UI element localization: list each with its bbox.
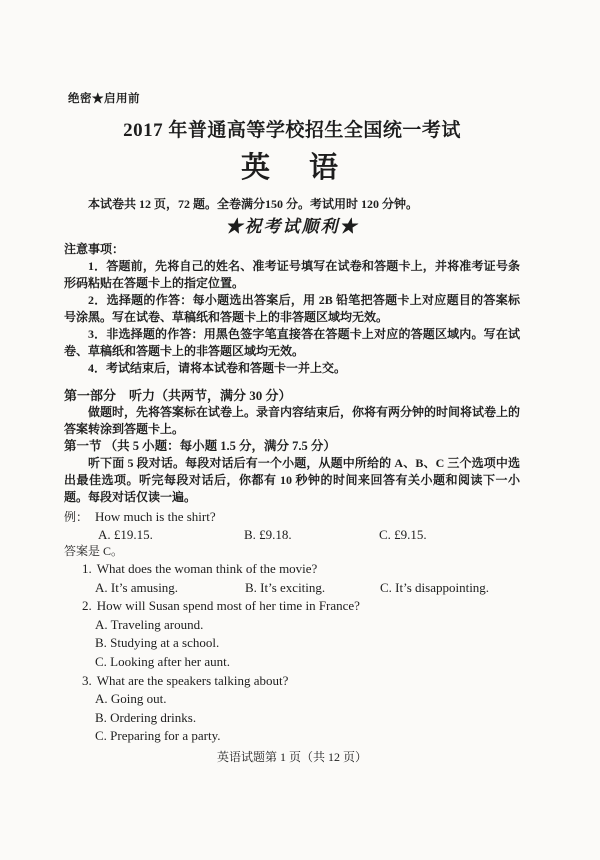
question-2-text: How will Susan spend most of her time in France? bbox=[96, 598, 360, 614]
question-1-number: 1. bbox=[82, 561, 92, 576]
example-prompt-line bbox=[64, 508, 520, 526]
part1-heading: 第一部分 听力（共两节，满分 30 分） bbox=[64, 388, 292, 403]
question-2-option-a: A. Traveling around. bbox=[95, 616, 204, 632]
question-3-option-b: B. Ordering drinks. bbox=[95, 709, 197, 725]
example-option-b: B. £9.18. bbox=[244, 527, 292, 542]
question-3-option-a: A. Going out. bbox=[95, 691, 167, 707]
question-1-option-a: A. It’s amusing. bbox=[95, 579, 179, 595]
exam-title: 2017 年普通高等学校招生全国统一考试 bbox=[123, 120, 461, 141]
question-3-text: What are the speakers talking about? bbox=[96, 672, 289, 688]
wish-banner: ★祝考试顺利★ bbox=[225, 217, 359, 236]
example-options-row bbox=[98, 526, 520, 543]
example-prompt: How much is the shirt? bbox=[95, 509, 216, 524]
question-3-line bbox=[82, 672, 520, 691]
example-option-c: C. £9.15. bbox=[379, 527, 427, 542]
question-1-options-row bbox=[95, 579, 520, 598]
notice-item-4: 4．考试结束后，请将本试卷和答题卡一并上交。 bbox=[88, 361, 347, 375]
exam-info-line: 本试卷共 12 页，72 题。全卷满分150 分。考试用时 120 分钟。 bbox=[88, 197, 419, 211]
example-answer: 答案是 C。 bbox=[64, 544, 124, 558]
question-1-text: What does the woman think of the movie? bbox=[96, 561, 318, 576]
question-2-number: 2. bbox=[82, 598, 92, 614]
question-2-option-b: B. Studying at a school. bbox=[95, 635, 220, 651]
notice-item-3: 3．非选择题的作答：用黑色签字笔直接答在答题卡上对应的答题区域内。写在试卷、草稿纸和答题卡上的非答题区域均无效。 bbox=[64, 327, 520, 358]
notice-item-2: 2．选择题的作答：每小题选出答案后，用 2B 铅笔把答题卡上对应题目的答案标号涂黑。写在试卷、草稿纸和答题卡上的非答题区域均无效。 bbox=[64, 293, 520, 324]
classification-label: 绝密★启用前 bbox=[68, 93, 140, 105]
notice-item-1: 1．答题前，先将自己的姓名、准考证号填写在试卷和答题卡上，并将准考证号条形码粘贴在答题卡上的指定位置。 bbox=[64, 259, 520, 290]
example-option-a: A. £19.15. bbox=[98, 527, 153, 542]
question-1-option-b: B. It’s exciting. bbox=[245, 579, 326, 595]
section1-instructions: 听下面 5 段对话。每段对话后有一个小题，从题中所给的 A、B、C 三个选项中选出最佳选项。听完每段对话后，你都有 10 秒钟的时间来回答有关小题和阅读下一小题。每段对话仅读一遍。 bbox=[64, 456, 520, 504]
example-label: 例： bbox=[64, 510, 89, 524]
question-1-option-c: C. It’s disappointing. bbox=[380, 579, 490, 595]
example-block bbox=[64, 508, 520, 560]
notices-title: 注意事项： bbox=[64, 242, 125, 256]
question-1-line bbox=[82, 560, 520, 579]
page-footer: 英语试题第 1 页（共 12 页） bbox=[216, 749, 367, 764]
question-2-line bbox=[82, 597, 520, 616]
section1-heading: 第一节 （共 5 小题：每小题 1.5 分，满分 7.5 分） bbox=[64, 439, 336, 453]
question-3-option-c: C. Preparing for a party. bbox=[95, 728, 221, 744]
subject-title: 英 语 bbox=[240, 152, 343, 184]
question-3-number: 3. bbox=[82, 672, 92, 688]
part1-intro: 做题时，先将答案标在试卷上。录音内容结束后，你将有两分钟的时间将试卷上的答案转涂到答题卡上。 bbox=[64, 405, 521, 436]
question-2-option-c: C. Looking after her aunt. bbox=[95, 653, 231, 669]
questions-list bbox=[64, 560, 520, 746]
